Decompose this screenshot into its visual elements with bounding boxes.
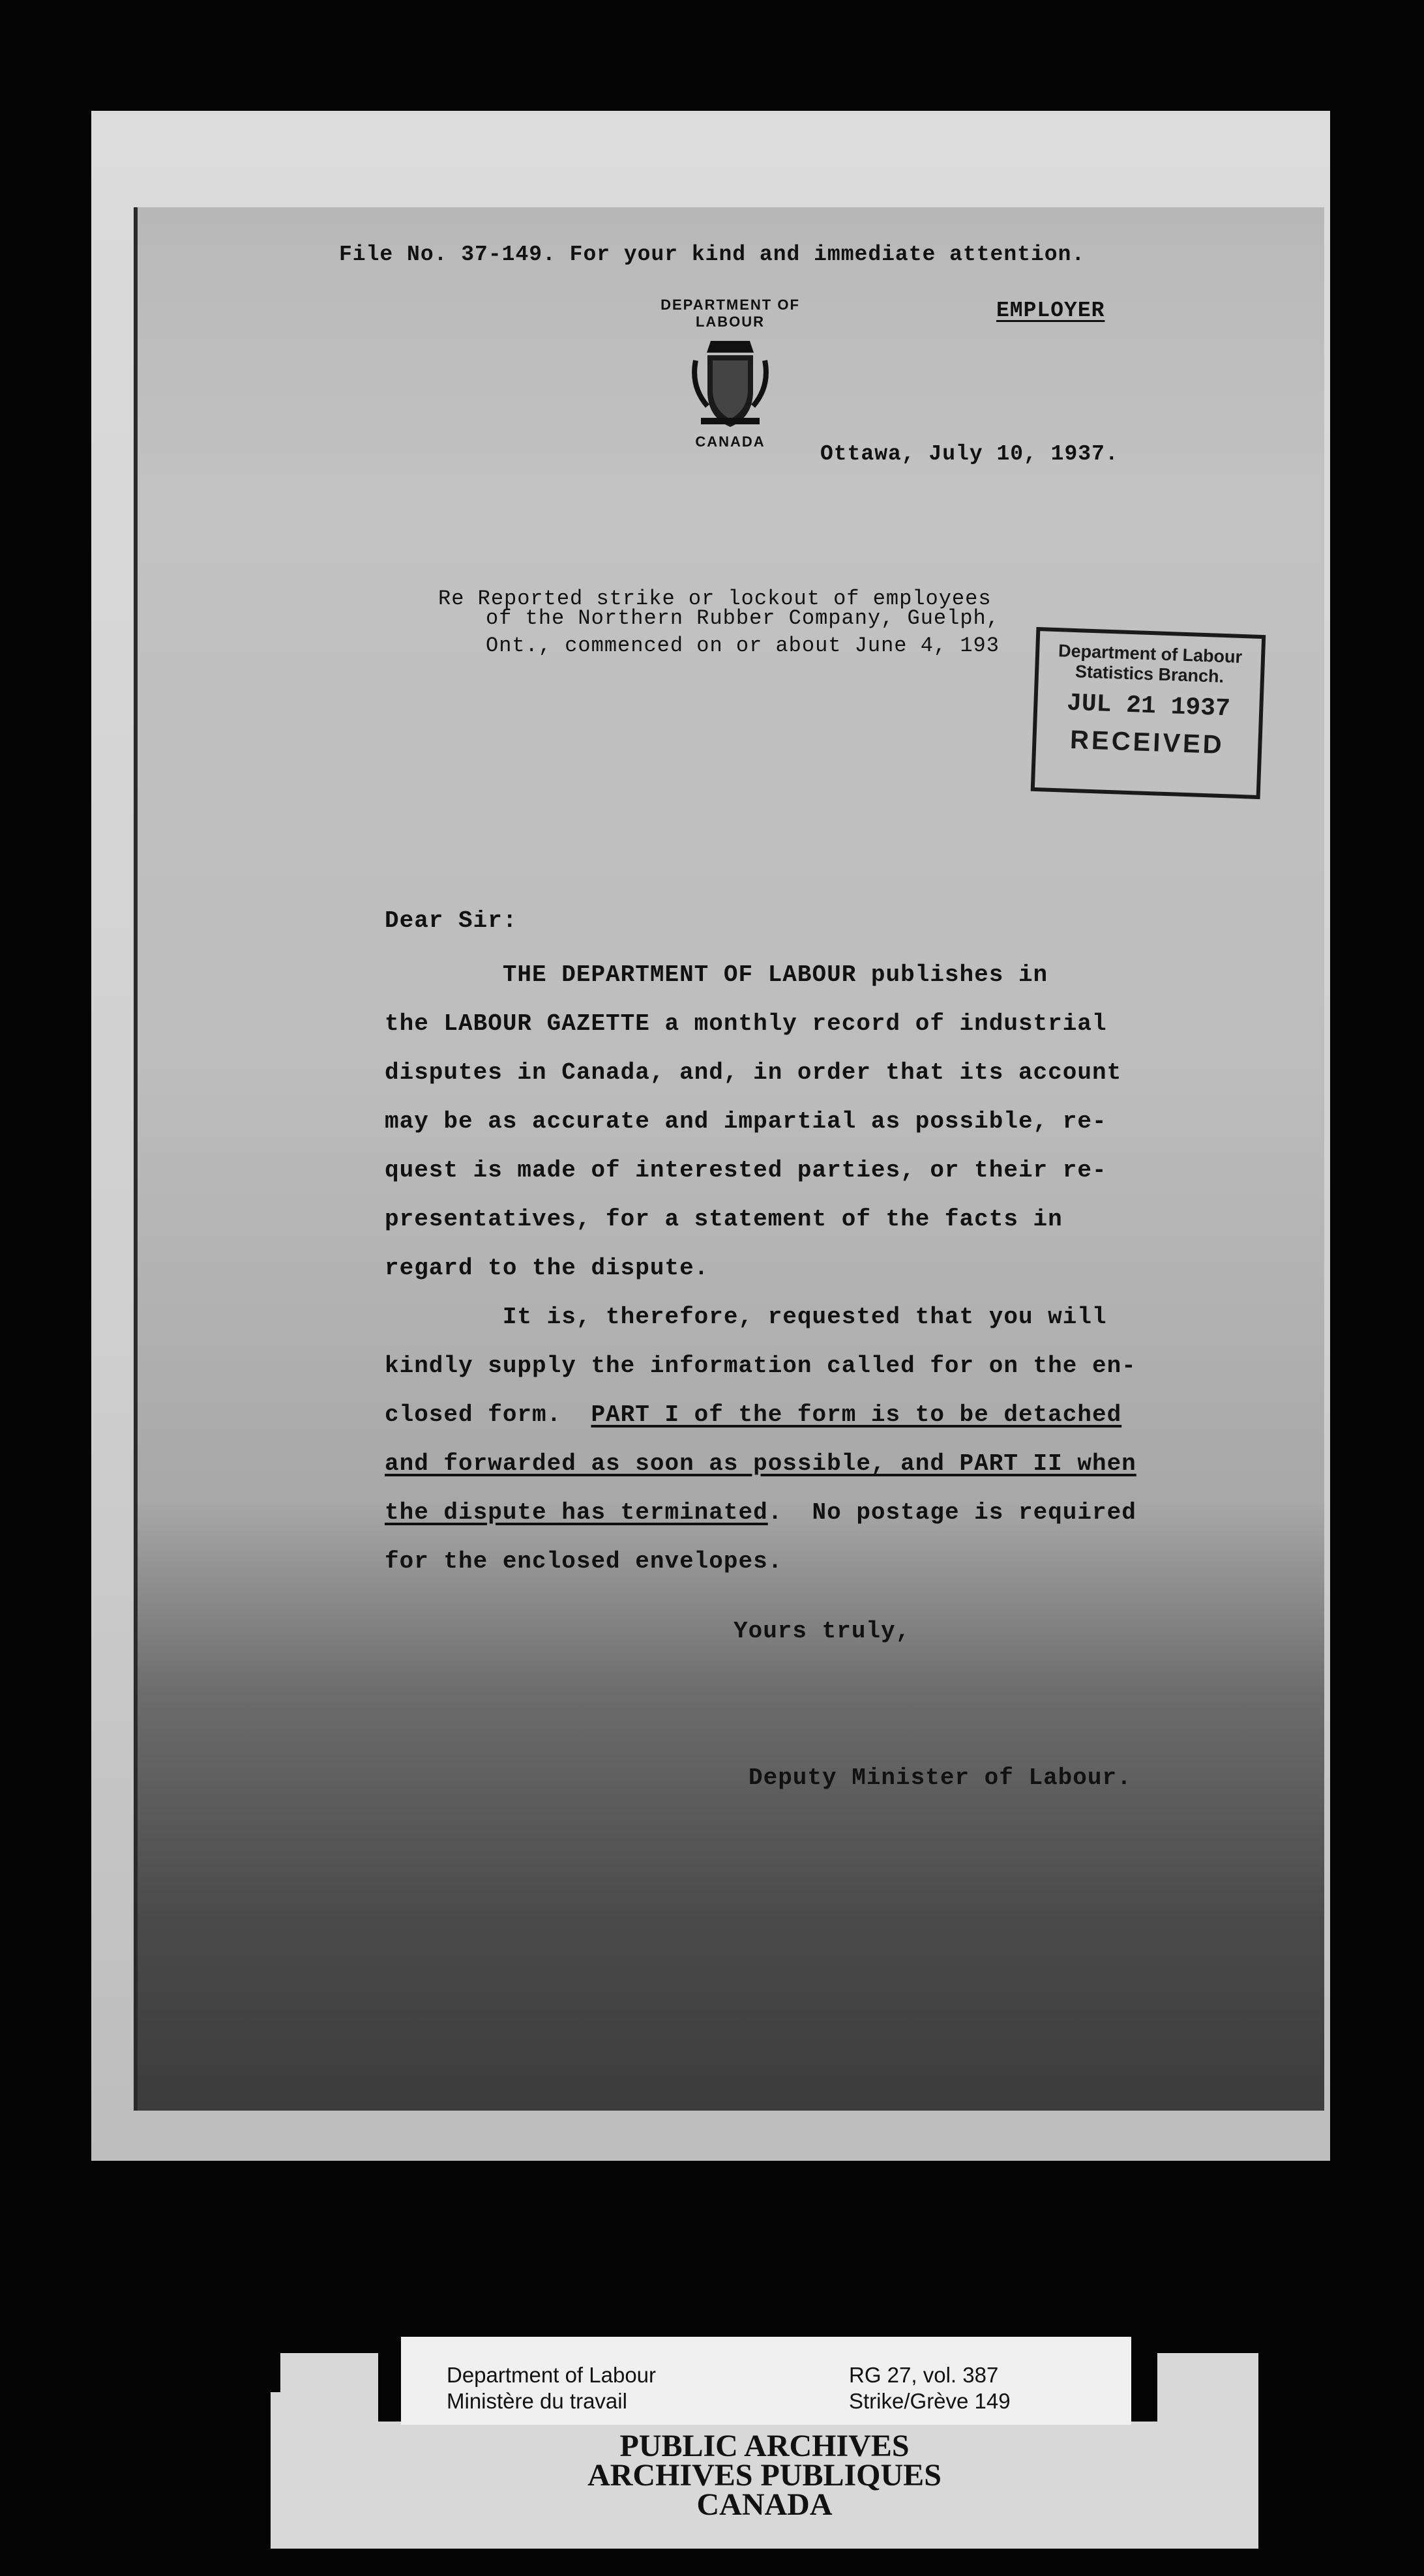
stamp-branch: Statistics Branch. — [1075, 662, 1224, 687]
paragraph-2-line-3 — [385, 1390, 1121, 1439]
label-dept-en: Department of Labour — [447, 2363, 657, 2387]
dispute-terminated-text: the dispute has terminated — [385, 1499, 768, 1526]
part-i-underlined-text: PART I of the form is to be detached — [591, 1401, 1122, 1428]
public-archives-fr: ARCHIVES PUBLIQUES — [587, 2458, 942, 2493]
closed-form-text: closed form. — [385, 1401, 591, 1428]
re-line-1: Re Reported strike or lockout of employees — [438, 587, 992, 611]
paragraph-1-line-5: quest is made of interested parties, or their re- — [385, 1157, 1107, 1184]
label-notch-left-inner — [378, 2337, 401, 2422]
label-notch-left — [271, 2353, 280, 2392]
public-archives-en: PUBLIC ARCHIVES — [619, 2429, 910, 2463]
paragraph-2-line-6: for the enclosed envelopes. — [385, 1548, 783, 1575]
label-ref-strike: Strike/Grève 149 — [849, 2389, 1011, 2413]
file-number-line: File No. 37-149. For your kind and immediate attention. — [339, 242, 1086, 267]
re-line-2: of the Northern Rubber Company, Guelph, — [486, 606, 1000, 630]
salutation: Dear Sir: — [385, 907, 518, 934]
paragraph-2-line-2: kindly supply the information called for on the en- — [385, 1353, 1136, 1379]
received-stamp — [1031, 627, 1266, 799]
stamp-status: RECEIVED — [1069, 725, 1225, 760]
signature-title: Deputy Minister of Labour. — [749, 1764, 1132, 1791]
paragraph-1-line-6: presentatives, for a statement of the facts in — [385, 1206, 1063, 1233]
label-notch-right-inner — [1131, 2337, 1157, 2422]
postage-text: . No postage is required — [767, 1499, 1136, 1526]
stamp-department: Department of Labour — [1058, 641, 1243, 667]
closing: Yours truly, — [734, 1618, 911, 1645]
paragraph-2-line-4: and forwarded as soon as possible, and PART II when — [385, 1450, 1136, 1477]
employer-label: EMPLOYER — [996, 299, 1105, 323]
re-line-3: Ont., commenced on or about June 4, 193 — [486, 634, 1000, 658]
paragraph-2-line-5 — [385, 1488, 1136, 1537]
label-dept-fr: Ministère du travail — [447, 2389, 627, 2413]
department-crest — [636, 297, 825, 456]
paragraph-1-line-4: may be as accurate and impartial as possible, re- — [385, 1108, 1107, 1135]
paragraph-2-line-1: It is, therefore, requested that you will — [385, 1304, 1107, 1330]
date-line: Ottawa, July 10, 1937. — [820, 442, 1119, 466]
crest-country: CANADA — [695, 433, 765, 450]
crest-arc-text: DEPARTMENT OF LABOUR — [660, 297, 800, 330]
coat-of-arms-icon — [688, 334, 773, 432]
paragraph-1-line-1: THE DEPARTMENT OF LABOUR publishes in — [385, 961, 1048, 988]
paragraph-1-line-7: regard to the dispute. — [385, 1255, 709, 1281]
paragraph-1-line-2: the LABOUR GAZETTE a monthly record of industrial — [385, 1010, 1107, 1037]
public-archives-country: CANADA — [696, 2487, 833, 2522]
paragraph-1-line-3: disputes in Canada, and, in order that its account — [385, 1059, 1122, 1086]
stamp-date: JUL 21 1937 — [1066, 689, 1231, 724]
label-ref-vol: RG 27, vol. 387 — [849, 2363, 999, 2387]
